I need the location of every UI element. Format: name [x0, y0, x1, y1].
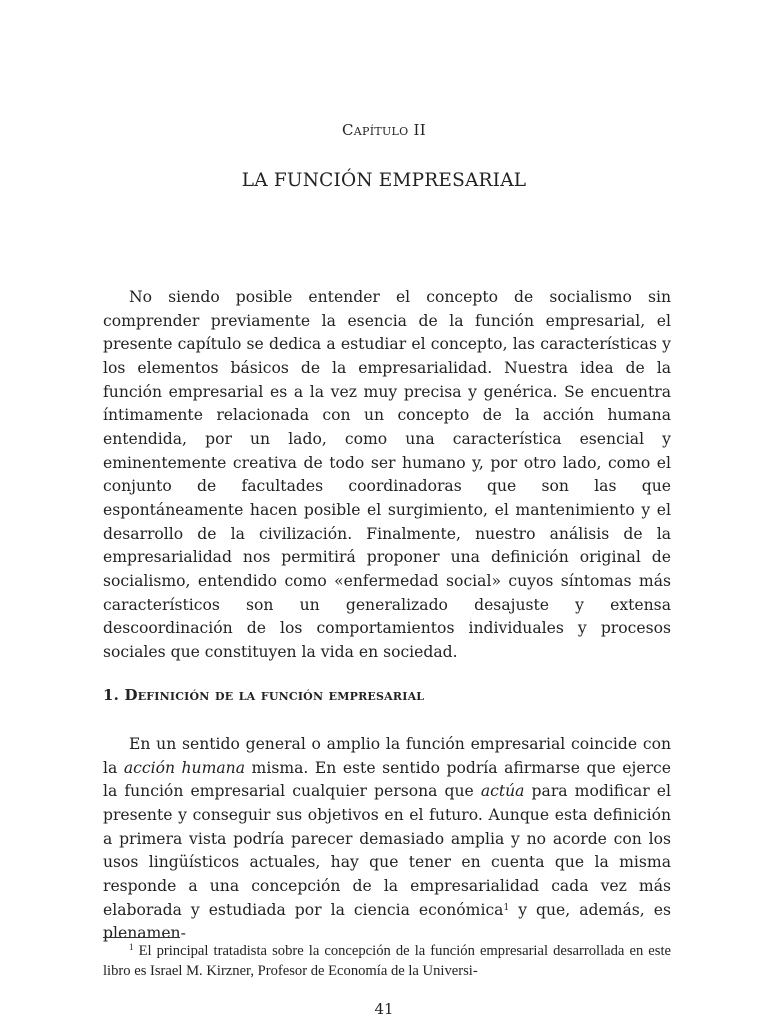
footnote-reference[interactable]: 1	[503, 902, 510, 913]
chapter-label: Capítulo II	[341, 121, 427, 139]
section-text-part: misma. En este sentido podría afirmarse que ejerce la función empresarial cualquier persona que	[103, 758, 671, 801]
intro-paragraph: No siendo posible entender el concepto de socialismo sin comprender previamente la esencia de la función empresarial, el presente capítulo se dedica a estudiar el concepto, las características y los elementos básicos de la empresarialidad. Nuestra idea de la función empresarial es a la vez muy precisa y genérica. Se encuentra íntimamente relacionada con un concepto de la acción humana entendida, por un lado, como una característica esencial y eminentemente creativa de todo ser humano y, por otro lado, como el conjunto de facultades coordinadoras que son las que espontáneamente hacen posible el surgimiento, el mantenimiento y el desarrollo de la civilización. Finalmente, nuestro análisis de la empresarialidad nos permitirá proponer una definición original de socialismo, entendido como «enfermedad social» cuyos síntomas más característicos son un generalizado desajuste y extensa descoordinación de los comportamientos individuales y procesos sociales que constituyen la vida en sociedad.	[103, 288, 671, 661]
chapter-title: LA FUNCIÓN EMPRESARIAL	[241, 170, 527, 191]
footnote-text: El principal tratadista sobre la concepción de la función empresarial desarrollada en este libro es Israel M. Kirzner, Profesor de Economía de la Universi-	[103, 943, 671, 979]
section-text-part: y que, además, es plenamen-	[103, 900, 671, 943]
footnote-divider	[103, 937, 180, 938]
section-heading: 1. Definición de la función empresarial	[103, 686, 425, 704]
page-number: 41	[374, 1000, 394, 1018]
section-text-part: para modificar el presente y conseguir sus objetivos en el futuro. Aunque esta definición a primera vista podría parecer demasiado amplia y no acorde con los usos lingüísticos actuales, hay que tener en cuenta que la misma responde a una concepción de la empresarialidad cada vez más elaborada y estudiada por la ciencia económica	[103, 782, 671, 919]
footnote-marker: 1	[129, 942, 134, 952]
section-text-part: En un sentido general o amplio la función empresarial coincide con la	[103, 735, 671, 777]
emphasis-actua: actúa	[480, 782, 525, 801]
footnote	[103, 941, 671, 981]
section-paragraph	[103, 733, 671, 946]
emphasis-accion-humana: acción humana	[123, 758, 246, 777]
